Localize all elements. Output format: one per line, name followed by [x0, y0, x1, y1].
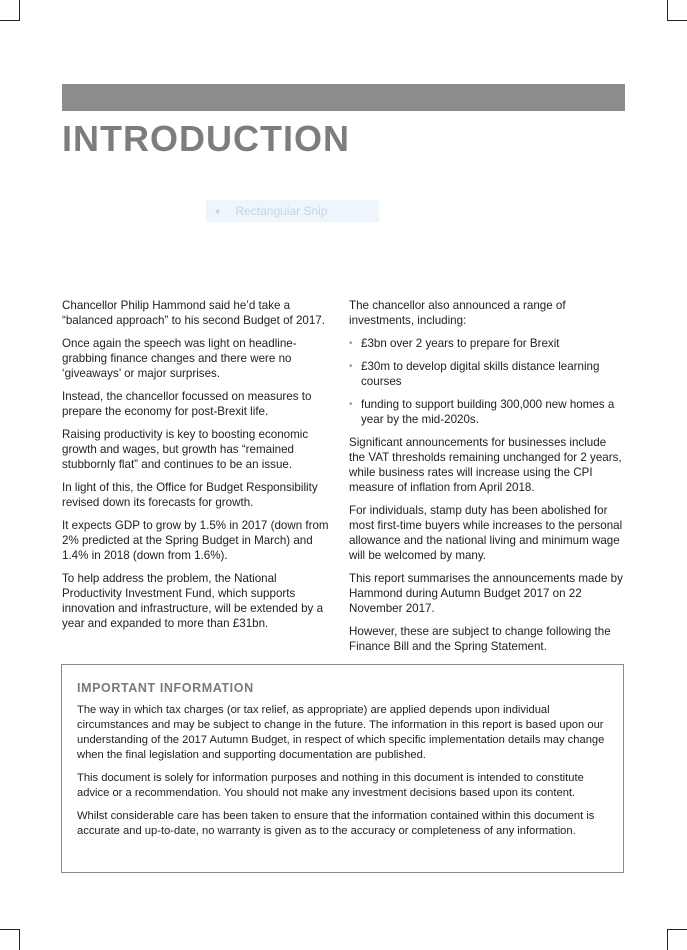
left-column — [62, 298, 337, 639]
bullet-icon: • — [349, 399, 353, 410]
paragraph: The way in which tax charges (or tax relief, as appropriate) are applied depends upon individual circumstances and may be subject to change in the future. The information in this report is based upon our understanding of the 2017 Autumn Budget, in respect of which specific implementation details may change when the final legislation and supporting documentation are published. — [77, 704, 605, 761]
crop-mark-bottom-left-h — [0, 929, 20, 930]
paragraph: Chancellor Philip Hammond said he’d take a “balanced approach” to his second Budget of 2017. — [62, 299, 325, 327]
paragraph: To help address the problem, the National Productivity Investment Fund, which supports innovation and infrastructure, will be extended by a year and expanded to more than £31bn. — [62, 572, 324, 630]
crop-mark-bottom-right-v — [667, 930, 668, 950]
important-information-box — [61, 664, 624, 873]
paragraph: Whilst considerable care has been taken to ensure that the information contained within this document is accurate and up-to-date, no warranty is given as to the accuracy or completeness of any information. — [77, 810, 595, 837]
snip-label: Rectangular Snip — [235, 204, 328, 218]
paragraph: This document is solely for information purposes and nothing in this document is intended to constitute advice or a recommendation. You should not make any investment decisions based upon its content. — [77, 772, 584, 799]
list-item — [349, 336, 624, 351]
crop-mark-top-left-v — [19, 0, 20, 20]
list-item-text: funding to support building 300,000 new homes a year by the mid-2020s. — [361, 398, 615, 426]
paragraph: This report summarises the announcements made by Hammond during Autumn Budget 2017 on 22 November 2017. — [349, 572, 623, 615]
bullet-icon: • — [349, 361, 353, 372]
crop-mark-top-right-h — [667, 20, 687, 21]
paragraph: However, these are subject to change following the Finance Bill and the Spring Statement. — [349, 625, 611, 653]
list-item — [349, 359, 624, 389]
bullet-icon: • — [349, 338, 353, 349]
snip-icon: ● — [215, 206, 221, 216]
list-item — [349, 397, 624, 427]
important-information-title: IMPORTANT INFORMATION — [77, 681, 254, 695]
page-title: INTRODUCTION — [62, 118, 350, 159]
crop-mark-top-right-v — [667, 0, 668, 20]
rectangular-snip-button[interactable] — [206, 200, 379, 222]
paragraph: Once again the speech was light on headline-grabbing finance changes and there were no ‘giveaways’ or major surprises. — [62, 337, 297, 380]
crop-mark-bottom-left-v — [19, 930, 20, 950]
paragraph: For individuals, stamp duty has been abolished for most first-time buyers while increases to the personal allowance and the national living and minimum wage will be welcomed by many. — [349, 504, 623, 562]
paragraph: Significant announcements for businesses include the VAT thresholds remaining unchanged for 2 years, while business rates will increase using the CPI measure of inflation from April 2018. — [349, 436, 622, 494]
paragraph: It expects GDP to grow by 1.5% in 2017 (down from 2% predicted at the Spring Budget in March) and 1.4% in 2018 (down from 1.6%). — [62, 519, 329, 562]
crop-mark-bottom-right-h — [667, 929, 687, 930]
crop-mark-top-left-h — [0, 20, 20, 21]
paragraph: Raising productivity is key to boosting economic growth and wages, but growth has “remained stubbornly flat” and continues to be an issue. — [62, 428, 309, 471]
paragraph: Instead, the chancellor focussed on measures to prepare the economy for post-Brexit life. — [62, 390, 312, 418]
paragraph-intro: The chancellor also announced a range of investments, including: — [349, 299, 566, 327]
header-bar — [62, 84, 625, 111]
list-item-text: £3bn over 2 years to prepare for Brexit — [361, 337, 560, 350]
right-column — [349, 298, 624, 662]
paragraph: In light of this, the Office for Budget Responsibility revised down its forecasts for growth. — [62, 481, 318, 509]
list-item-text: £30m to develop digital skills distance learning courses — [361, 360, 600, 388]
investments-list — [349, 336, 624, 427]
